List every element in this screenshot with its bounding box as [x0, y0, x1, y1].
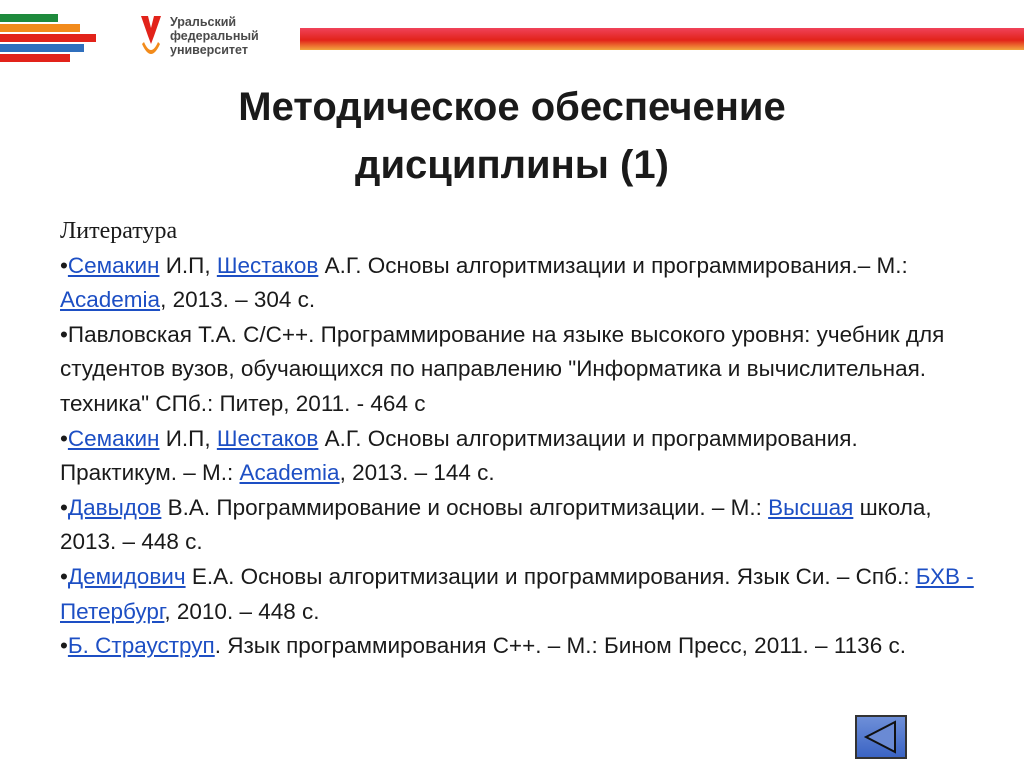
title-line-2: дисциплины (1) [355, 143, 669, 187]
stripe-red [0, 34, 96, 42]
reference-5: •Демидович Е.А. Основы алгоритмизации и программирования. Язык Си. – Спб.: БХВ - Петербург, 2010. – 448 с. [60, 563, 974, 624]
author-link-stroustrup[interactable]: Б. Страуструп [67, 633, 215, 659]
title-line-1: Методическое обеспечение [238, 85, 786, 129]
reference-6: •Б. Страуструп. Язык программирования С++. – М.: Бином Пресс, 2011. – 1136 с. [60, 633, 906, 659]
logo-line-2: федеральный [170, 29, 259, 43]
stripe-red-2 [0, 54, 70, 62]
literature-heading: Литература [60, 218, 178, 244]
author-link-semakin[interactable]: Семакин [67, 252, 160, 278]
ref-text: , 2013. – 144 с. [339, 460, 495, 486]
ref-text: Павловская Т.А. С/С++. Программирование на языке высокого уровня: учебник для студентов вузов, обучающихся по направлению "Информатика и вычислительная. техника" СПб.: Питер, 2011. - 464 с [60, 321, 945, 416]
header-bar [300, 28, 1024, 50]
back-button[interactable] [855, 715, 907, 759]
ref-text: Е.А. Основы алгоритмизации и программирования. Язык Си. – Спб.: [185, 563, 916, 589]
stripe-orange [0, 24, 80, 32]
ref-text: . Язык программирования С++. – М.: Бином Пресс, 2011. – 1136 с. [214, 633, 906, 659]
header-stripes [0, 14, 100, 64]
ref-text: школа, 2013. – 448 с. [60, 494, 932, 555]
publisher-link-academia[interactable]: Academia [239, 460, 340, 486]
reference-1: •Семакин И.П, Шестаков А.Г. Основы алгоритмизации и программирования.– М.: Academia, 2013. – 304 с. [60, 252, 908, 313]
publisher-link-academia[interactable]: Academia [60, 287, 161, 313]
reference-4: •Давыдов В.А. Программирование и основы алгоритмизации. – М.: Высшая школа, 2013. – 448 с. [60, 494, 932, 555]
triangle-left-icon [857, 717, 905, 757]
logo-line-1: Уральский [170, 15, 237, 29]
logo-line-3: университет [170, 43, 248, 57]
ref-text: , 2013. – 304 с. [160, 287, 316, 313]
reference-2: •Павловская Т.А. С/С++. Программирование на языке высокого уровня: учебник для студентов вузов, обучающихся по направлению "Информатика и вычислительная. техника" СПб.: Питер, 2011. - 464 с [60, 321, 945, 416]
ref-text: , 2010. – 448 с. [164, 598, 320, 624]
author-link-shestakov[interactable]: Шестаков [216, 252, 319, 278]
ref-text: И.П, [159, 425, 217, 451]
reference-3: •Семакин И.П, Шестаков А.Г. Основы алгоритмизации и программирования. Практикум. – М.: Academia, 2013. – 144 с. [60, 425, 858, 486]
author-link-shestakov[interactable]: Шестаков [216, 425, 319, 451]
publisher-link-vysshaya[interactable]: Высшая [768, 494, 854, 520]
logo-mark-icon [138, 14, 164, 60]
university-logo [138, 14, 308, 62]
stripe-blue [0, 44, 84, 52]
ref-text: В.А. Программирование и основы алгоритмизации. – М.: [161, 494, 769, 520]
stripe-green [0, 14, 58, 22]
publisher-link-bhv[interactable]: БХВ - Петербург [60, 563, 974, 624]
ref-text: А.Г. Основы алгоритмизации и программирования. Практикум. – М.: [60, 425, 858, 486]
slide-title [80, 78, 944, 194]
author-link-davydov[interactable]: Давыдов [67, 494, 162, 520]
ref-text: А.Г. Основы алгоритмизации и программирования.– М.: [318, 252, 908, 278]
literature-list [60, 214, 980, 664]
author-link-demidovich[interactable]: Демидович [67, 563, 186, 589]
logo-text [170, 15, 310, 57]
author-link-semakin[interactable]: Семакин [67, 425, 160, 451]
ref-text: И.П, [159, 252, 217, 278]
